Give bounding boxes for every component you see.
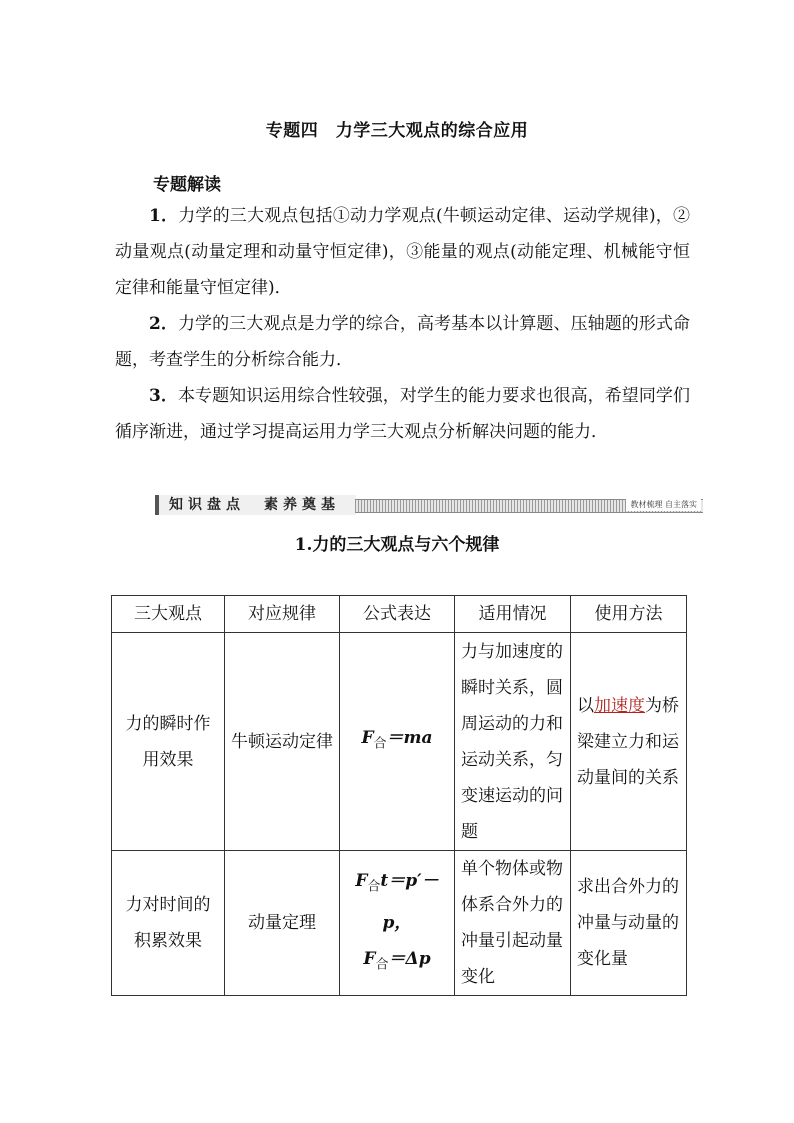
document-title: 专题四 力学三大观点的综合应用 bbox=[265, 121, 529, 141]
viewpoint-cell: 力的瞬时作用效果 bbox=[112, 633, 225, 851]
law-cell: 动量定理 bbox=[225, 851, 340, 996]
header-cell: 使用方法 bbox=[571, 596, 687, 633]
table-row bbox=[112, 851, 687, 996]
formula-symbol: F bbox=[355, 870, 368, 891]
banner-label: 知识盘点 素养奠基 bbox=[169, 497, 340, 513]
formula-cell bbox=[340, 633, 455, 851]
formula-subscript: 合 bbox=[375, 957, 389, 973]
method-highlight: 加速度 bbox=[594, 695, 645, 716]
paragraph-3 bbox=[115, 378, 690, 450]
applicable-cell: 力与加速度的瞬时关系，圆周运动的力和运动关系，匀变速运动的问题 bbox=[455, 633, 571, 851]
knowledge-banner bbox=[155, 495, 705, 515]
formula-cell bbox=[340, 851, 455, 996]
formula-subscript: 合 bbox=[373, 736, 387, 752]
paragraph-number: 1． bbox=[149, 206, 179, 226]
formula-symbol: F bbox=[363, 949, 376, 969]
method-cell bbox=[571, 633, 687, 851]
method-text: 为桥梁建立力和运动量间的关系 bbox=[577, 695, 679, 788]
formula-symbol: F bbox=[361, 728, 374, 749]
paragraph-number: 3． bbox=[149, 386, 178, 406]
paragraph-1 bbox=[115, 198, 690, 306]
header-cell: 适用情况 bbox=[455, 596, 571, 633]
viewpoint-cell: 力对时间的积累效果 bbox=[112, 851, 225, 996]
paragraph-number: 2． bbox=[149, 314, 178, 334]
paragraph-text: 力学的三大观点是力学的综合，高考基本以计算题、压轴题的形式命题，考查学生的分析综合能力． bbox=[115, 314, 690, 370]
paragraph-text: 力学的三大观点包括①动力学观点(牛顿运动定律、运动学规律)，②动量观点(动量定理和动量守恒定律)，③能量的观点(动能定理、机械能守恒定律和能量守恒定律)． bbox=[115, 206, 690, 298]
laws-table bbox=[111, 595, 687, 996]
banner-tag: 教材梳理 自主落实 bbox=[626, 499, 701, 511]
method-cell: 求出合外力的冲量与动量的变化量 bbox=[571, 851, 687, 996]
law-cell: 牛顿运动定律 bbox=[225, 633, 340, 851]
section-heading: 专题解读 bbox=[153, 175, 221, 195]
table-subtitle: 1.力的三大观点与六个规律 bbox=[294, 535, 500, 555]
formula-rest: ＝ma bbox=[386, 728, 433, 749]
paragraph-text: 本专题知识运用综合性较强，对学生的能力要求也很高，希望同学们循序渐进，通过学习提高运用力学三大观点分析解决问题的能力． bbox=[115, 386, 690, 442]
header-cell: 公式表达 bbox=[340, 596, 455, 633]
table-row bbox=[112, 633, 687, 851]
formula-rest: t＝p′－p， bbox=[380, 870, 439, 933]
banner-bar bbox=[155, 495, 356, 515]
applicable-cell: 单个物体或物体系合外力的冲量引起动量变化 bbox=[455, 851, 571, 996]
header-cell: 对应规律 bbox=[225, 596, 340, 633]
table-header-row bbox=[112, 596, 687, 633]
paragraph-2 bbox=[115, 306, 690, 378]
method-text: 以 bbox=[577, 695, 594, 716]
header-cell: 三大观点 bbox=[112, 596, 225, 633]
formula-rest: ＝Δp bbox=[388, 949, 431, 969]
formula-subscript: 合 bbox=[367, 879, 381, 894]
